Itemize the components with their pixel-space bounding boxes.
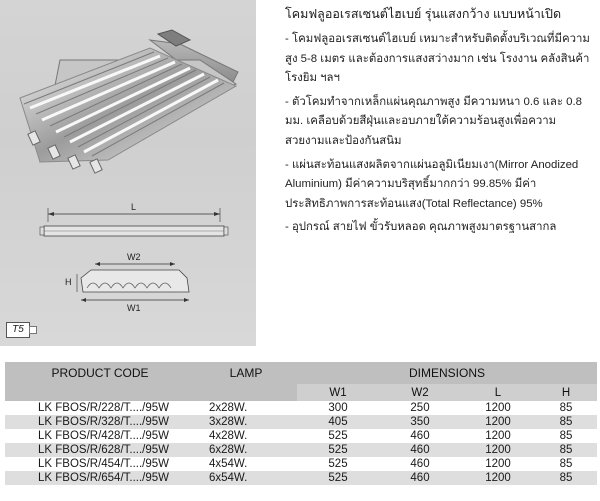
cell-w2: 250: [410, 402, 430, 414]
cell-l: 1200: [461, 443, 535, 457]
cell-lamp: 4x28W.: [209, 430, 248, 442]
cell-lamp: 4x54W.: [209, 458, 248, 470]
cell-code: LK FBOS/R/454/T..../95W: [38, 458, 170, 470]
description-item: - แผ่นสะท้อนแสงผลิตจากแผ่นอลูมิเนียมเงา(Mirror Anodized Aluminium) มีค่าความบริสุทธิ์มากกว่า 99.85% มีค่าประสิทธิภาพการสะท้อนแสง(Total Reflectance) 95%: [285, 158, 579, 210]
cell-w2: 460: [410, 430, 430, 442]
header-h: H: [535, 384, 597, 401]
cell-w1: 525: [328, 430, 348, 442]
product-image-panel: [0, 0, 256, 346]
header-lamp: LAMP: [195, 362, 297, 401]
cell-w1: 525: [328, 458, 348, 470]
table-row: [5, 471, 597, 485]
cell-code: LK FBOS/R/654/T..../95W: [5, 471, 195, 485]
description-item: - ตัวโคมทำจากเหล็กแผ่นคุณภาพสูง มีความหนา 0.6 และ 0.8 มม. เคลือบด้วยสีฝุ่นและอบภายใต้ความร้อนสูงเพื่อความสวยงามและป้องกันสนิม: [285, 95, 582, 147]
table-row: [5, 443, 597, 457]
cell-lamp: 6x54W.: [195, 471, 297, 485]
table-row: [5, 429, 597, 443]
cell-h: 85: [535, 471, 597, 485]
description-item: - โคมฟลูออเรสเซนต์ไฮเบย์ เหมาะสำหรับติดตั้งบริเวณที่มีความสูง 5-8 เมตร และต้องการแสงสว่างมาก เช่น โรงงาน คลังสินค้า โรงยิม ฯลฯ: [285, 33, 590, 85]
specification-table: [5, 362, 597, 485]
dim-W2-label: W2: [127, 252, 141, 262]
cell-w2: 460: [379, 471, 461, 485]
cell-h: 85: [535, 415, 597, 429]
cell-lamp: 6x28W.: [195, 443, 297, 457]
dim-L-label: L: [131, 202, 137, 212]
header-product-code: PRODUCT CODE: [5, 362, 195, 401]
table-row: [5, 457, 597, 471]
cell-w1: 525: [297, 443, 379, 457]
cell-code: LK FBOS/R/328/T..../95W: [5, 415, 195, 429]
cell-w2: 460: [410, 458, 430, 470]
header-w2: W2: [379, 384, 461, 401]
description-item: - อุปกรณ์ สายไฟ ขั้วรับหลอด คุณภาพสูงมาตรฐานสากล: [285, 221, 557, 234]
length-dimension-drawing: [30, 200, 240, 246]
table-row: [5, 401, 597, 415]
cell-h: 85: [559, 458, 573, 470]
header-l: L: [461, 384, 535, 401]
cell-h: 85: [535, 443, 597, 457]
product-info: [285, 6, 595, 242]
dim-H-label: H: [65, 277, 72, 287]
lamp-pin-icon: [29, 326, 37, 334]
cell-lamp: 2x28W.: [209, 402, 248, 414]
cell-l: 1200: [461, 471, 535, 485]
cell-code: LK FBOS/R/428/T..../95W: [38, 430, 170, 442]
header-w1: W1: [297, 384, 379, 401]
cell-l: 1200: [461, 415, 535, 429]
dim-W1-label: W1: [127, 303, 141, 313]
cell-code: LK FBOS/R/628/T..../95W: [5, 443, 195, 457]
cell-w2: 350: [379, 415, 461, 429]
product-description-list: [285, 30, 595, 238]
cell-w1: 525: [297, 471, 379, 485]
cell-h: 85: [559, 430, 573, 442]
cell-l: 1200: [485, 430, 511, 442]
header-dimensions: DIMENSIONS: [297, 362, 597, 384]
cell-l: 1200: [485, 458, 511, 470]
cell-w1: 300: [328, 402, 348, 414]
cell-w1: 405: [297, 415, 379, 429]
highbay-fixture-image: [0, 0, 256, 200]
table-row: [5, 415, 597, 429]
cell-lamp: 3x28W.: [195, 415, 297, 429]
cell-l: 1200: [485, 402, 511, 414]
lamp-type-label: T5: [6, 322, 30, 338]
cell-w2: 460: [379, 443, 461, 457]
cell-h: 85: [559, 402, 573, 414]
cross-section-drawing: [55, 250, 205, 314]
product-title: โคมฟลูออเรสเซนต์ไฮเบย์ รุ่นแสงกว้าง แบบหน้าเปิด: [285, 7, 562, 21]
cell-code: LK FBOS/R/228/T..../95W: [38, 402, 170, 414]
